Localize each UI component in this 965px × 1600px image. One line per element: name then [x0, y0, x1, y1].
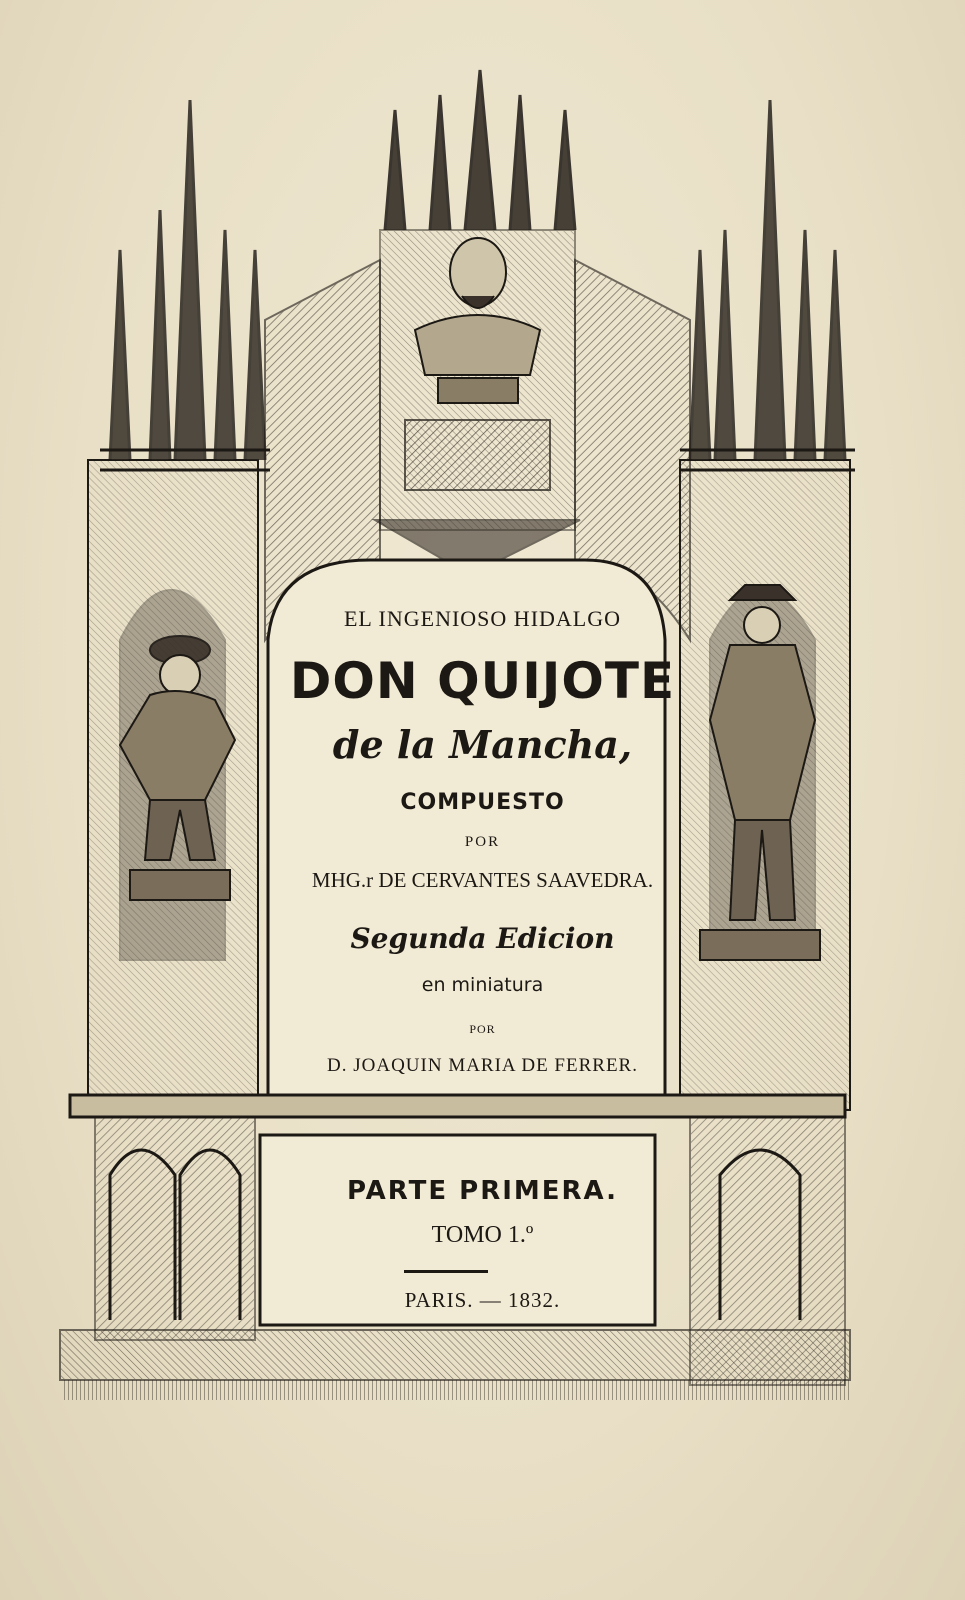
por-label-2: POR — [469, 1022, 496, 1036]
volume-label: TOMO 1.º — [431, 1222, 534, 1248]
edition-label: Segunda Edicion — [350, 922, 615, 955]
title-de-la-mancha: de la Mancha, — [332, 722, 633, 767]
part-label: PARTE PRIMERA. — [346, 1176, 619, 1206]
main-title: DON QUIJOTE — [289, 652, 676, 710]
author-name: MHG.r DE CERVANTES SAAVEDRA. — [311, 868, 654, 892]
imprint-line: PARIS. — 1832. — [404, 1288, 561, 1312]
compuesto-label: COMPUESTO — [400, 790, 565, 815]
por-label: POR — [464, 834, 501, 850]
divider-rule — [404, 1270, 488, 1273]
edition-note: en miniatura — [421, 974, 544, 996]
title-panel — [268, 560, 665, 1095]
editor-name: D. JOAQUIN MARIA DE FERRER. — [327, 1055, 638, 1076]
subtitle-ingenioso: EL INGENIOSO HIDALGO — [343, 606, 622, 631]
